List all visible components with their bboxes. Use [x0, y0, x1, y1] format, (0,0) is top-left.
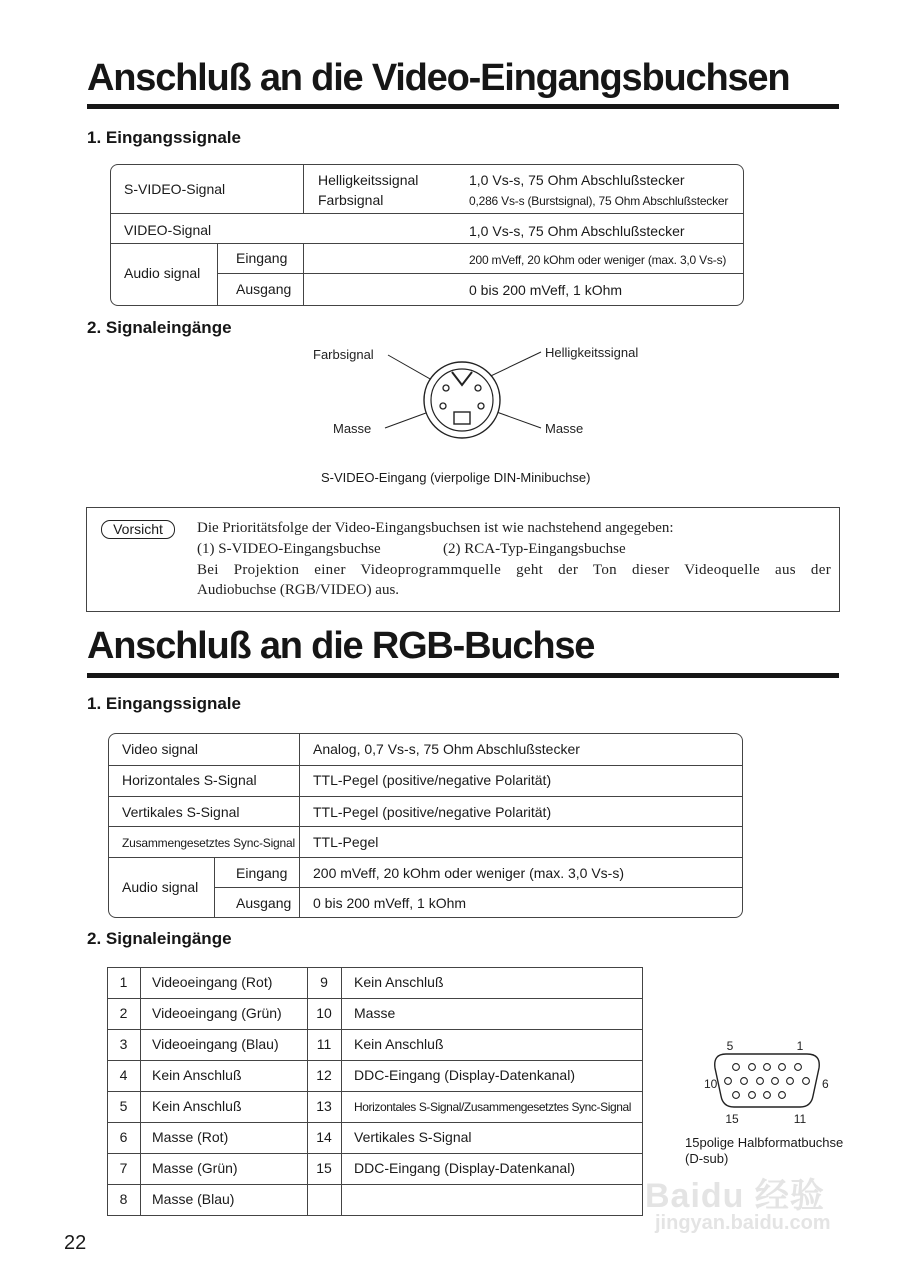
caution-item2: (2) RCA-Typ-Eingangsbuchse: [443, 541, 626, 557]
vsync-value: TTL-Pegel (positive/negative Polarität): [313, 804, 552, 820]
pin-number: 9: [320, 974, 328, 990]
hsync-value: TTL-Pegel (positive/negative Polarität): [313, 772, 552, 788]
heading-signaleingaenge: 2. Signaleingänge: [87, 318, 232, 337]
video-label: VIDEO-Signal: [124, 222, 212, 238]
rgb-audio-label: Audio signal: [122, 879, 199, 895]
pin-description: Vertikales S-Signal: [354, 1129, 472, 1145]
page-number: 22: [64, 1232, 87, 1254]
heading-eingangssignale-rgb: 1. Eingangssignale: [87, 694, 241, 713]
dsub-connector-diagram: [690, 1032, 840, 1132]
pin-description: Masse (Blau): [152, 1191, 235, 1207]
pin-number: 6: [119, 1129, 128, 1145]
pin-description: Videoeingang (Grün): [152, 1005, 282, 1021]
rgb-video-value: Analog, 0,7 Vs-s, 75 Ohm Abschlußstecker: [313, 741, 580, 757]
page-title-video: Anschluß an die Video-Eingangsbuchsen: [87, 57, 790, 99]
pin-number: 14: [316, 1129, 332, 1145]
pin-number: 3: [119, 1036, 128, 1052]
pin-description: Horizontales S-Signal/Zusammengesetztes Sync-Signal: [354, 1100, 632, 1114]
caution-line4: Audiobuchse (RGB/VIDEO) aus.: [197, 582, 400, 598]
page-title-rgb: Anschluß an die RGB-Buchse: [87, 625, 595, 667]
svideo-connector-diagram: [300, 338, 660, 448]
label-helligkeitssignal: Helligkeitssignal: [545, 345, 639, 360]
hsync-label: Horizontales S-Signal: [122, 772, 257, 788]
pin-description: Videoeingang (Blau): [152, 1036, 279, 1052]
svideo-label: S-VIDEO-Signal: [124, 181, 226, 197]
heading-signaleingaenge-rgb: 2. Signaleingänge: [87, 929, 232, 948]
pin-number: 11: [316, 1036, 332, 1052]
pin-label-1: 1: [796, 1039, 804, 1053]
dsub-caption-1: 15polige Halbformatbuchse: [685, 1135, 844, 1150]
pin-description: Kein Anschluß: [354, 1036, 444, 1052]
pin-description: Kein Anschluß: [152, 1098, 242, 1114]
pin-label-15: 15: [725, 1112, 739, 1126]
title-rule: [87, 673, 839, 678]
pin-number: 4: [119, 1067, 128, 1083]
caution-line3: Bei Projektion einer Videoprogrammquelle geht der Ton dieser Videoquelle aus der: [197, 562, 831, 578]
din-socket-icon: [424, 362, 500, 438]
csync-value: TTL-Pegel: [313, 834, 379, 850]
pin-number: 2: [119, 1005, 128, 1021]
ausgang-value: 0 bis 200 mVeff, 1 kOhm: [469, 282, 623, 298]
helligkeit-label: Helligkeitssignal: [318, 172, 419, 188]
pin-number: 7: [119, 1160, 128, 1176]
dsub-caption-2: (D-sub): [685, 1151, 729, 1166]
rgb-eingang-value: 200 mVeff, 20 kOhm oder weniger (max. 3,0 Vs-s): [313, 865, 624, 881]
pin-number: 5: [119, 1098, 128, 1114]
pin-description: Videoeingang (Rot): [152, 974, 273, 990]
rgb-ausgang-label: Ausgang: [236, 895, 292, 911]
rgb-eingang-label: Eingang: [236, 865, 288, 881]
pin-number: 13: [316, 1098, 332, 1114]
ausgang-label: Ausgang: [236, 281, 292, 297]
label-masse-right: Masse: [545, 421, 584, 436]
farb-label: Farbsignal: [318, 192, 384, 208]
pin-label-6: 6: [822, 1077, 829, 1091]
watermark-url: jingyan.baidu.com: [655, 1212, 831, 1234]
pin-number: 10: [316, 1005, 332, 1021]
pin-number: 1: [119, 974, 128, 990]
pin-number: 12: [316, 1067, 332, 1083]
eingang-label: Eingang: [236, 250, 288, 266]
pin-description: DDC-Eingang (Display-Datenkanal): [354, 1160, 575, 1176]
csync-label: Zusammengesetztes Sync-Signal: [122, 836, 295, 850]
farb-value: 0,286 Vs-s (Burstsignal), 75 Ohm Abschlußstecker: [469, 194, 729, 208]
watermark-brand: Baidu 经验: [645, 1177, 825, 1215]
svideo-caption: S-VIDEO-Eingang (vierpolige DIN-Minibuchse): [321, 470, 591, 485]
caution-label: Vorsicht: [101, 520, 175, 539]
pin-description: Kein Anschluß: [152, 1067, 242, 1083]
rgb-video-label: Video signal: [122, 741, 199, 757]
helligkeit-value: 1,0 Vs-s, 75 Ohm Abschlußstecker: [469, 172, 685, 188]
pin-description: Masse: [354, 1005, 396, 1021]
video-value: 1,0 Vs-s, 75 Ohm Abschlußstecker: [469, 223, 685, 239]
vsync-label: Vertikales S-Signal: [122, 804, 240, 820]
pin-label-11: 11: [793, 1112, 807, 1126]
label-farbsignal: Farbsignal: [313, 347, 374, 362]
eingang-value: 200 mVeff, 20 kOhm oder weniger (max. 3,0 Vs-s): [469, 253, 727, 267]
caution-item1: (1) S-VIDEO-Eingangsbuchse: [197, 541, 381, 557]
pin-number: 15: [316, 1160, 332, 1176]
pin-description: Kein Anschluß: [354, 974, 444, 990]
audio-label: Audio signal: [124, 265, 201, 281]
label-masse-left: Masse: [333, 421, 372, 436]
pin-description: Masse (Grün): [152, 1160, 238, 1176]
pin-number: 8: [119, 1191, 128, 1207]
heading-eingangssignale: 1. Eingangssignale: [87, 128, 241, 147]
caution-line1: Die Prioritätsfolge der Video-Eingangsbuchsen ist wie nachstehend angegeben:: [197, 520, 674, 536]
rgb-ausgang-value: 0 bis 200 mVeff, 1 kOhm: [313, 895, 467, 911]
pin-label-10: 10: [704, 1077, 718, 1091]
dsub-socket-icon: [715, 1054, 820, 1107]
title-rule: [87, 104, 839, 109]
pin-description: Masse (Rot): [152, 1129, 229, 1145]
pin-description: DDC-Eingang (Display-Datenkanal): [354, 1067, 575, 1083]
pin-label-5: 5: [726, 1039, 734, 1053]
